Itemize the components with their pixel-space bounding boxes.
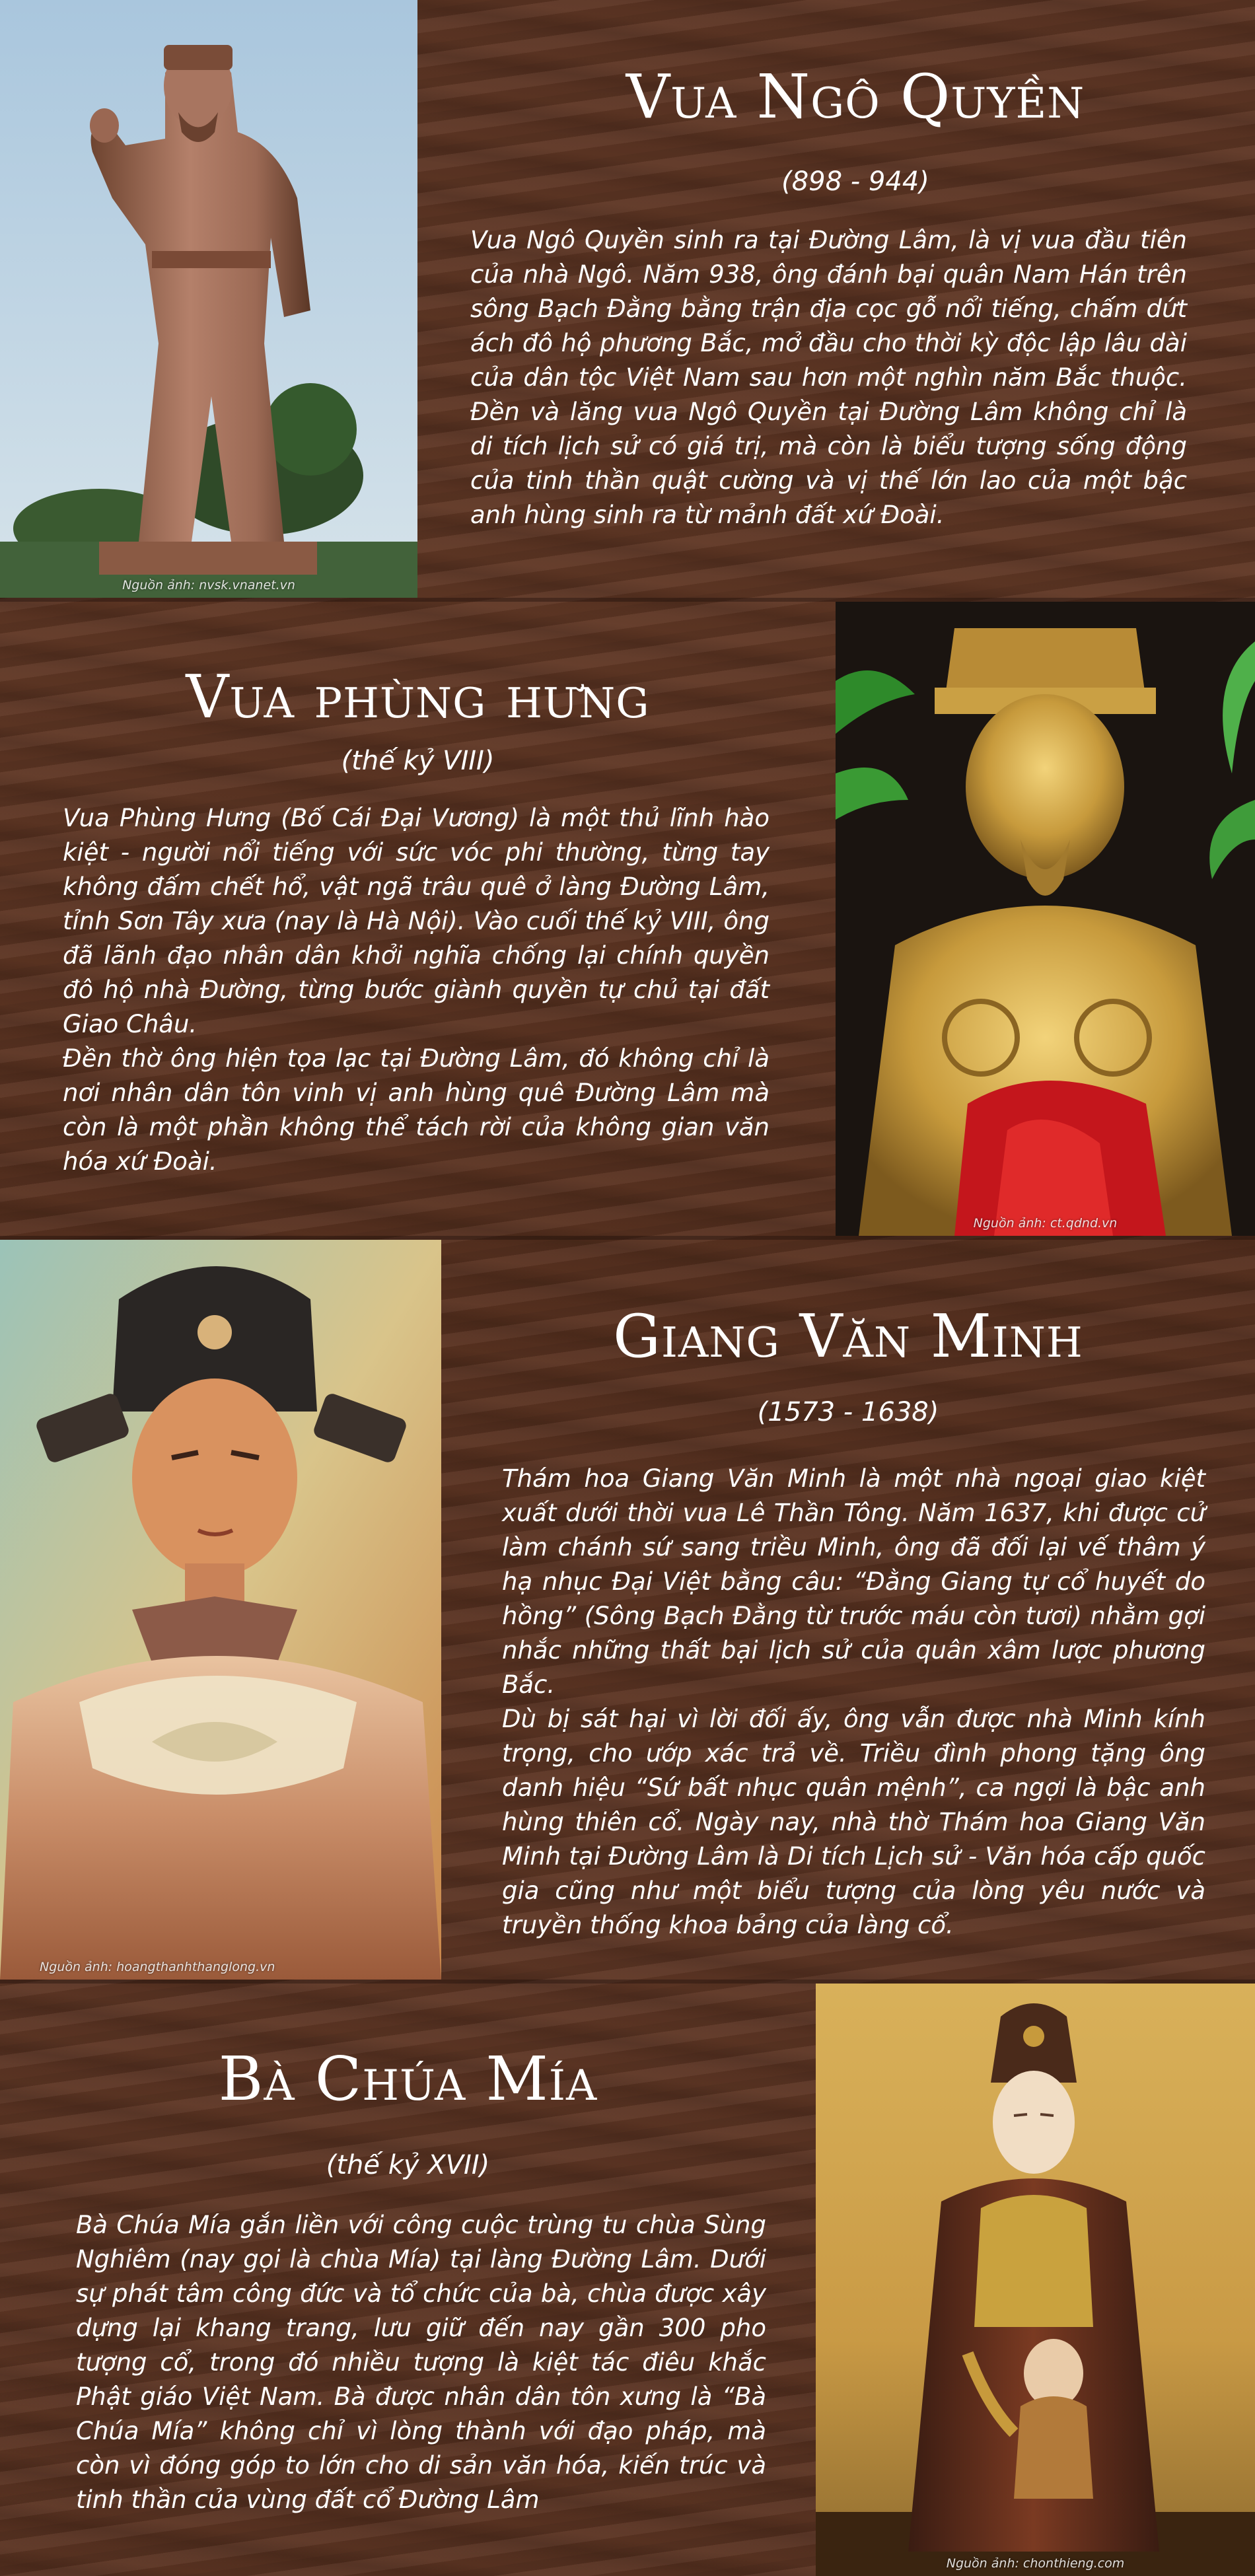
section-ba-chua-mia <box>0 1984 1255 2576</box>
image-credit: Nguồn ảnh: nvsk.vnanet.vn <box>122 578 295 592</box>
section-dates: (1573 - 1638) <box>757 1397 939 1427</box>
section-body <box>76 2208 766 2517</box>
phung-hung-gilded-statue-photo <box>836 602 1255 1236</box>
section-paragraph: Thám hoa Giang Văn Minh là một nhà ngoại giao kiệt xuất dưới thời vua Lê Thần Tông. Năm 1637, khi được cử làm chánh sứ sang triều Minh, ông đã đối lại vế thâm ý hạ nhục Đại Việt bằng câu: “Đằng Giang tự cổ huyết do hồng” (Sông Bạch Đằng từ trước máu còn tươi) nhằm gợi nhắc những thất bại lịch sử của quân xâm lược phương Bắc. <box>502 1464 1205 1699</box>
section-giang-van-minh <box>0 1240 1255 1980</box>
section-title: Giang Văn Minh <box>613 1302 1083 1371</box>
section-dates: (thế kỷ XVII) <box>326 2150 490 2180</box>
giang-van-minh-portrait-illustration <box>0 1240 441 1980</box>
section-title: Bà Chúa Mía <box>218 2044 598 2114</box>
section-title: Vua Ngô Quyền <box>626 61 1085 132</box>
section-paragraph: Dù bị sát hại vì lời đối ấy, ông vẫn được nhà Minh kính trọng, cho ướp xác trả về. Triều đình phong tặng ông danh hiệu “Sứ bất nhục quân mệnh”, ca ngợi là bậc anh hùng thiên cổ. Ngày nay, nhà thờ Thám hoa Giang Văn Minh tại Đường Lâm là Di tích Lịch sử - Văn hóa cấp quốc gia cũng như một biểu tượng của lòng yêu nước và truyền thống khoa bảng của làng cổ. <box>502 1705 1205 1939</box>
ba-chua-mia-statue-photo <box>816 1984 1255 2576</box>
ngo-quyen-statue-photo <box>0 0 417 598</box>
image-credit: Nguồn ảnh: hoangthanhthanglong.vn <box>40 1960 275 1974</box>
section-phung-hung <box>0 602 1255 1236</box>
section-ngo-quyen <box>0 0 1255 598</box>
section-paragraph: Bà Chúa Mía gắn liền với công cuộc trùng tu chùa Sùng Nghiêm (nay gọi là chùa Mía) tại làng Đường Lâm. Dưới sự phát tâm công đức và tổ chức của bà, chùa được xây dựng lại khang trang, lưu giữ đến nay gần 300 pho tượng cổ, trong đó nhiều tượng là kiệt tác điêu khắc Phật giáo Việt Nam. Bà được nhân dân tôn xưng là “Bà Chúa Mía” không chỉ vì lòng thành với đạo pháp, mà còn vì đóng góp to lớn cho di sản văn hóa, kiến trúc và tinh thần của vùng đất cổ Đường Lâm <box>76 2211 766 2514</box>
section-body <box>502 1462 1205 1943</box>
section-title: Vua phùng hưng <box>186 662 650 732</box>
section-paragraph: Vua Phùng Hưng (Bố Cái Đại Vương) là một thủ lĩnh hào kiệt - người nổi tiếng với sức vóc phi thường, từng tay không đấm chết hổ, vật ngã trâu quê ở làng Đường Lâm, tỉnh Sơn Tây xưa (nay là Hà Nội). Vào cuối thế kỷ VIII, ông đã lãnh đạo nhân dân khởi nghĩa chống lại chính quyền đô hộ nhà Đường, từng bước giành quyền tự chủ tại đất Giao Châu. <box>63 804 770 1038</box>
section-body <box>470 223 1187 532</box>
image-credit: Nguồn ảnh: ct.qdnd.vn <box>973 1216 1118 1231</box>
image-credit: Nguồn ảnh: chonthieng.com <box>946 2556 1125 2571</box>
section-dates: (898 - 944) <box>781 166 929 197</box>
section-paragraph: Vua Ngô Quyền sinh ra tại Đường Lâm, là vị vua đầu tiên của nhà Ngô. Năm 938, ông đánh bại quân Nam Hán trên sông Bạch Đằng bằng trận địa cọc gỗ nổi tiếng, chấm dứt ách đô hộ phương Bắc, mở đầu cho thời kỳ độc lập lâu dài của dân tộc Việt Nam sau hơn một nghìn năm Bắc thuộc. Đền và lăng vua Ngô Quyền tại Đường Lâm không chỉ là di tích lịch sử có giá trị, mà còn là biểu tượng sống động của tinh thần quật cường và vị thế lớn lao của một bậc anh hùng sinh ra từ mảnh đất xứ Đoài. <box>470 226 1187 529</box>
section-body <box>63 801 770 1179</box>
section-dates: (thế kỷ VIII) <box>341 746 495 776</box>
section-paragraph: Đền thờ ông hiện tọa lạc tại Đường Lâm, đó không chỉ là nơi nhân dân tôn vinh vị anh hùng quê Đường Lâm mà còn là một phần không thể tách rời của không gian văn hóa xứ Đoài. <box>63 1044 770 1176</box>
